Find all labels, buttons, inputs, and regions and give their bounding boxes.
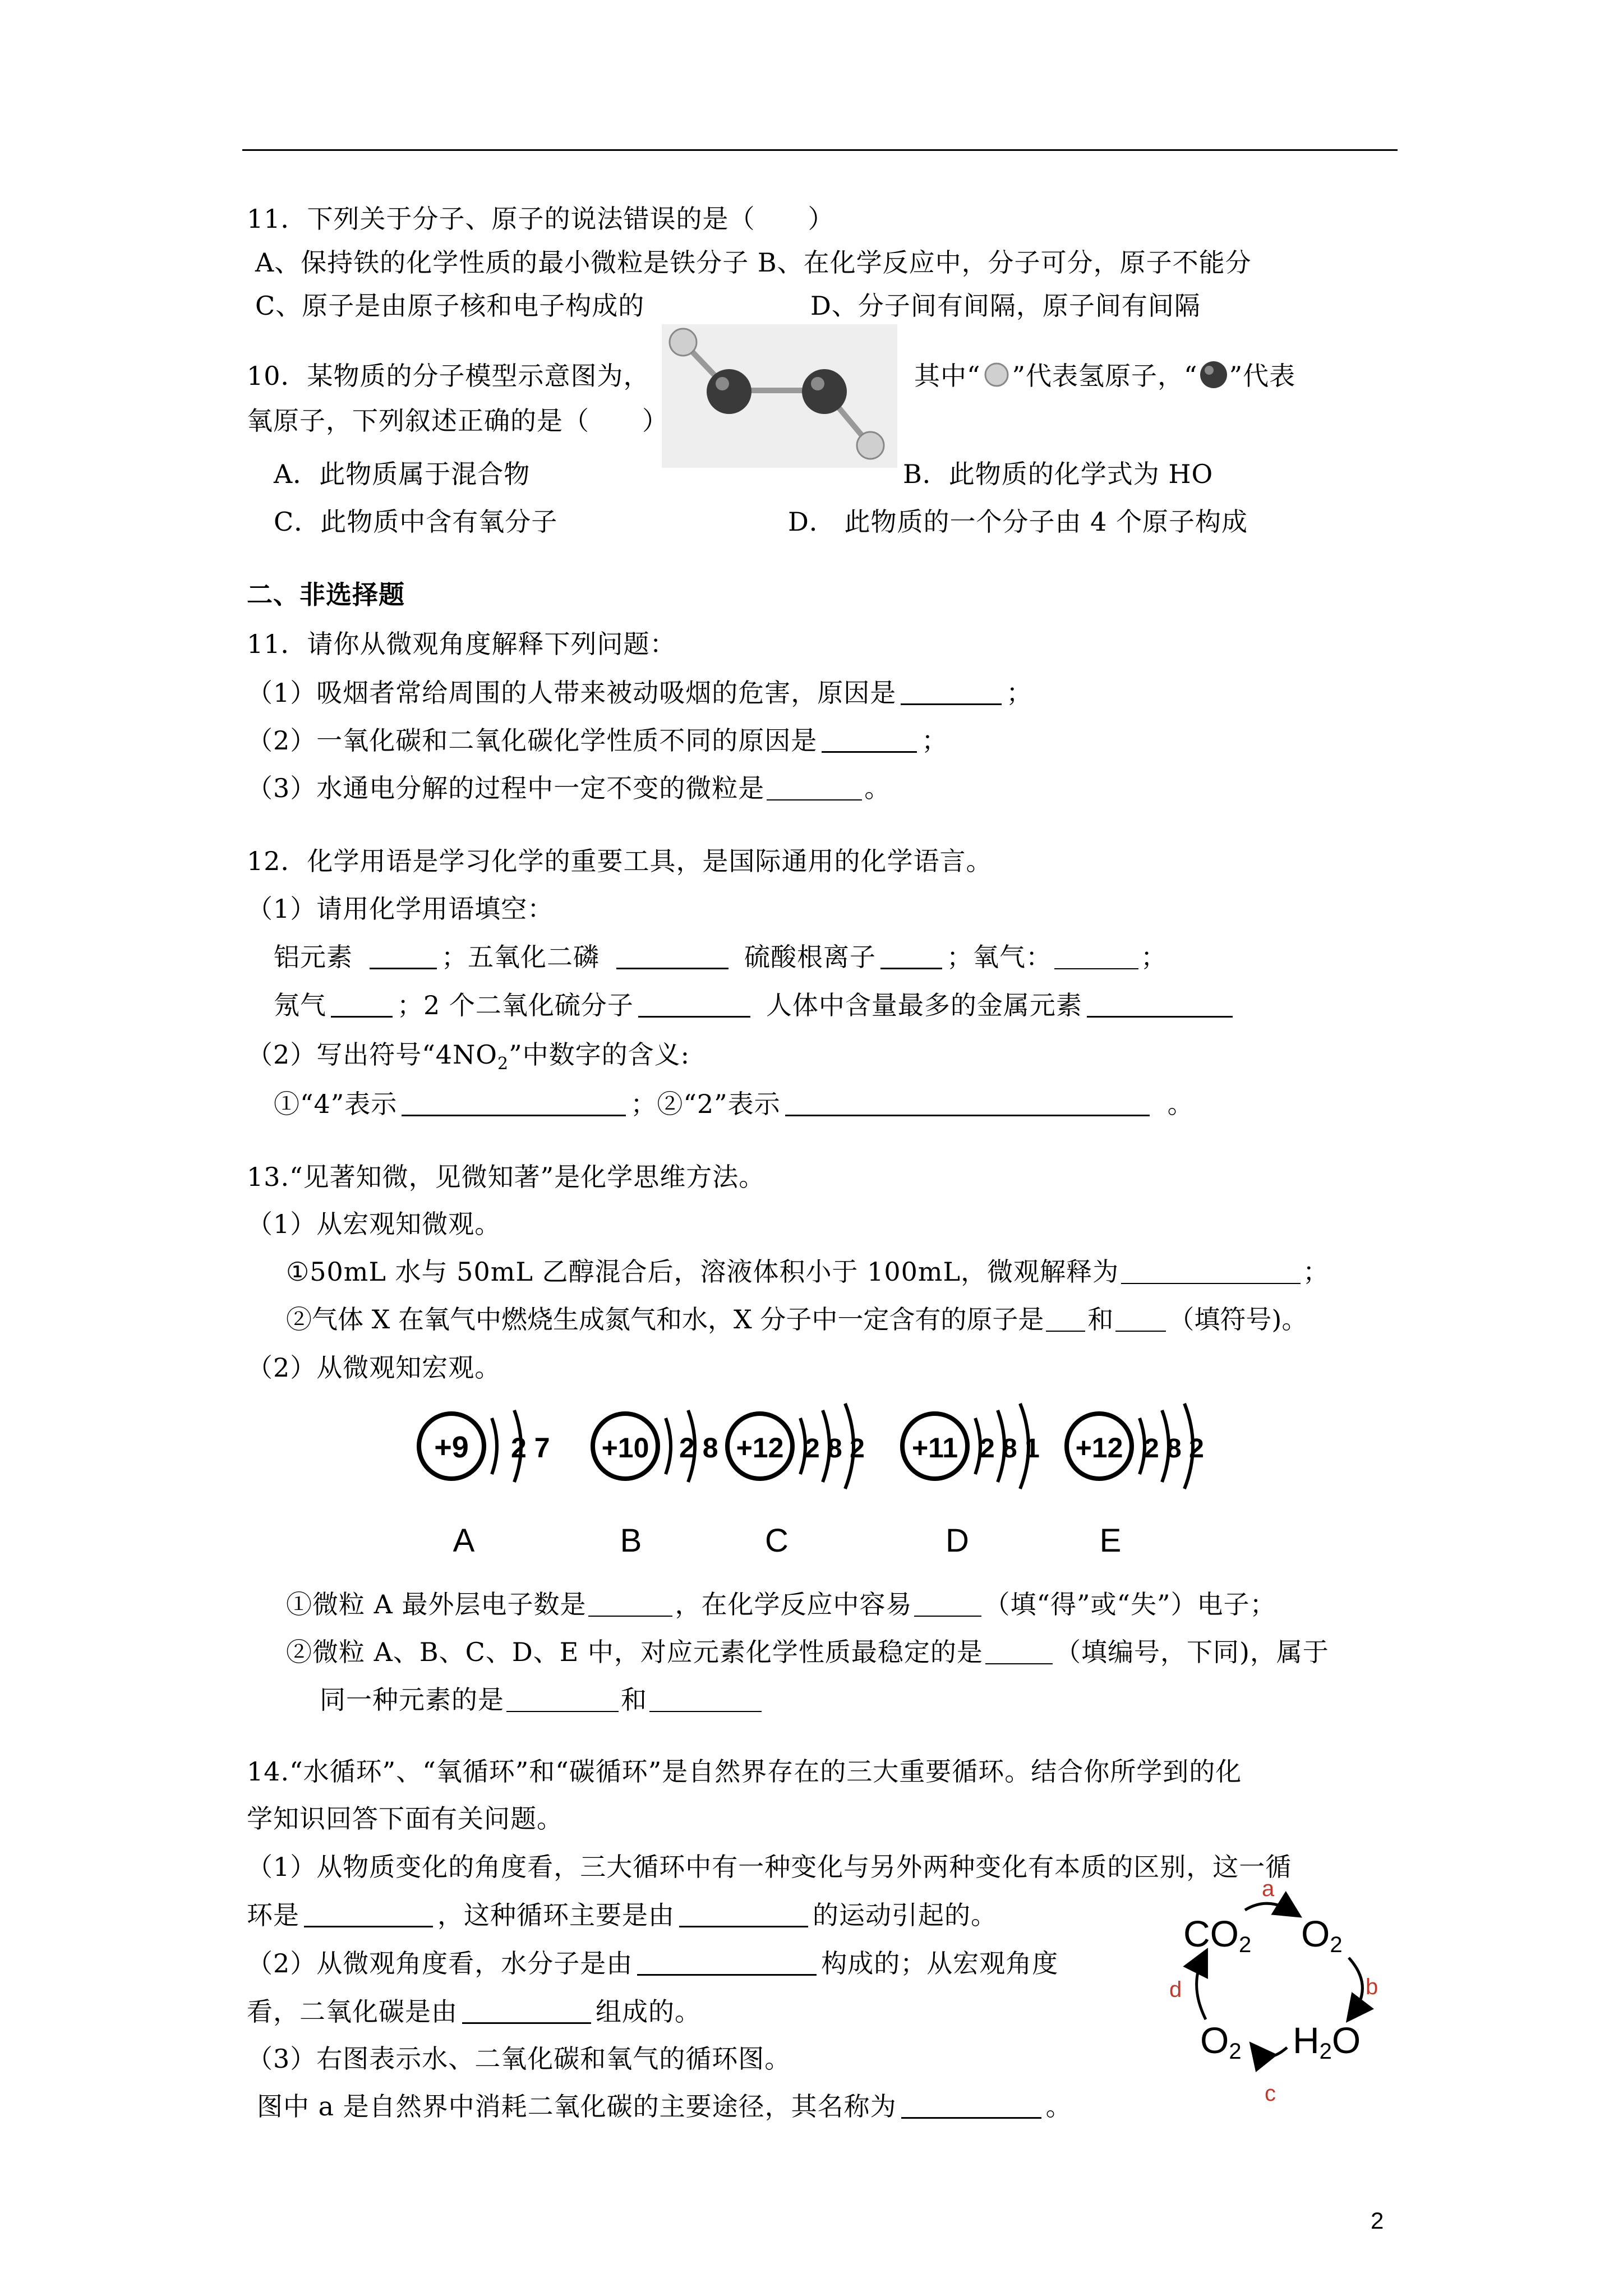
hydrogen-atom-icon: [670, 329, 697, 356]
atom-diagram-b: [593, 1410, 718, 1559]
atom-label: E: [1099, 1522, 1122, 1559]
co2-label: CO2: [1183, 1913, 1252, 1957]
answer-blank[interactable]: [1054, 944, 1138, 969]
answer-blank[interactable]: [785, 1090, 1150, 1116]
q13-task2: ②微粒 A、B、C、D、E 中，对应元素化学性质最稳定的是 （填编号，下同)，属于: [286, 1637, 1329, 1667]
answer-blank[interactable]: [901, 679, 1002, 705]
answer-blank[interactable]: [637, 1949, 817, 1976]
nucleus-charge: +9: [434, 1430, 469, 1464]
electron-shells: 2 8 2: [1144, 1434, 1204, 1464]
label-c: c: [1265, 2081, 1276, 2106]
answer-blank[interactable]: [679, 1901, 808, 1927]
answer-blank[interactable]: [304, 1901, 433, 1927]
q10-option-d: D． 此物质的一个分子由 4 个原子构成: [788, 507, 1248, 537]
answer-blank[interactable]: [370, 943, 437, 969]
answer-blank[interactable]: [1087, 991, 1233, 1018]
answer-blank[interactable]: [901, 2092, 1041, 2119]
atom-label: A: [453, 1522, 475, 1559]
q14-part1-line1: （1）从物质变化的角度看，三大循环中有一种变化与另外两种变化有本质的区别，这一循: [247, 1852, 1292, 1882]
answer-blank[interactable]: [822, 726, 917, 753]
q14-part3: （3）右图表示水、二氧化碳和氧气的循环图。: [247, 2044, 791, 2074]
hydrogen-atom-icon: [981, 359, 1012, 390]
h2o-label: H2O: [1293, 2019, 1361, 2064]
header-rule: [242, 149, 1398, 151]
q14-part2-line2: 看，二氧化碳是由 组成的。: [247, 1996, 701, 2027]
o2-bottom-label: O2: [1200, 2019, 1242, 2064]
answer-blank[interactable]: [638, 991, 750, 1018]
answer-blank[interactable]: [402, 1090, 626, 1116]
oxygen-atom-icon: [707, 369, 751, 414]
q13-part1: （1）从宏观知微观。: [247, 1209, 501, 1239]
q13-sub1: ①50mL 水与 50mL 乙醇混合后，溶液体积小于 100mL，微观解释为 ；: [286, 1257, 1330, 1287]
nucleus-charge: +12: [1075, 1432, 1123, 1464]
q12-row2: 氖气 ；2 个二氧化硫分子 人体中含量最多的金属元素: [274, 988, 1237, 1022]
answer-blank[interactable]: [1121, 1258, 1301, 1284]
label-a: a: [1262, 1879, 1275, 1901]
answer-blank[interactable]: [588, 1591, 672, 1617]
atom-label: C: [765, 1522, 789, 1559]
q12-part1: （1）请用化学用语填空：: [247, 894, 554, 924]
q13-sub2: ②气体 X 在氧气中燃烧生成氮气和水，X 分子中一定含有的原子是 和 （填符号)。: [286, 1304, 1308, 1335]
answer-blank[interactable]: [331, 991, 393, 1018]
electron-shells: 2 8 1: [980, 1434, 1040, 1464]
nucleus-charge: +11: [911, 1432, 958, 1464]
answer-blank[interactable]: [1046, 1306, 1085, 1332]
atom-label: B: [620, 1522, 642, 1559]
molecule-model-figure: [662, 324, 897, 468]
answer-blank[interactable]: [506, 1686, 619, 1712]
answer-blank[interactable]: [914, 1591, 981, 1617]
q12-row1: 铝元素 ；五氧化二磷 硫酸根离子 ；氧气： ；: [274, 942, 1167, 972]
answer-blank[interactable]: [462, 1998, 591, 2024]
q10-option-a: A．此物质属于混合物: [274, 459, 531, 489]
answer-blank[interactable]: [880, 943, 942, 969]
answer-blank[interactable]: [1115, 1306, 1166, 1332]
electron-shells: 2 8: [679, 1432, 718, 1464]
q10-option-b: B．此物质的化学式为 HO: [903, 459, 1214, 489]
q11b-part1: （1）吸烟者常给周围的人带来被动吸烟的危害，原因是 ；: [247, 678, 1033, 708]
arrow-a: [1245, 1903, 1293, 1912]
q11-stem: 11．下列关于分子、原子的说法错误的是（ ）: [247, 204, 834, 234]
label-b: b: [1366, 1975, 1378, 1999]
answer-blank[interactable]: [649, 1686, 762, 1712]
arrow-b: [1349, 1958, 1362, 2014]
atom-label: D: [946, 1522, 969, 1559]
q10-option-c: C．此物质中含有氧分子: [274, 507, 558, 537]
q12-stem: 12．化学用语是学习化学的重要工具，是国际通用的化学语言。: [247, 846, 993, 876]
answer-blank[interactable]: [985, 1639, 1053, 1664]
q13-task3: 同一种元素的是 和: [320, 1683, 764, 1717]
arrow-c: [1256, 2047, 1287, 2056]
q14-stem-line2: 学知识回答下面有关问题。: [247, 1803, 563, 1834]
section-title: 二、非选择题: [247, 579, 405, 610]
atom-diagram-e: [1067, 1404, 1204, 1559]
atom-structure-figure: [412, 1397, 1231, 1565]
q14-part1-line2: 环是 ，这种循环主要是由 的运动引起的。: [247, 1900, 997, 1930]
electron-shells: 2 8 2: [805, 1434, 865, 1464]
q10-legend: 其中“ ”代表氢原子，“ ”代表: [914, 359, 1295, 393]
label-d: d: [1169, 1977, 1182, 2002]
q10-stem-line2: 氧原子，下列叙述正确的是（ ）: [247, 406, 668, 436]
q13-task1: ①微粒 A 最外层电子数是 ，在化学反应中容易 （填“得”或“失”）电子；: [286, 1589, 1276, 1619]
atom-diagram-d: [902, 1404, 1040, 1559]
arrow-d: [1197, 1958, 1206, 2019]
q11b-stem: 11．请你从微观角度解释下列问题：: [247, 629, 676, 659]
hydrogen-atom-icon: [857, 432, 884, 459]
nucleus-charge: +10: [601, 1432, 649, 1464]
oxygen-atom-icon: [802, 369, 847, 414]
q13-stem: 13.“见著知微，见微知著”是化学思维方法。: [247, 1162, 766, 1192]
atom-diagram-c: [727, 1404, 865, 1559]
q11b-part3: （3）水通电分解的过程中一定不变的微粒是 。: [247, 773, 891, 803]
q10-stem: 10．某物质的分子模型示意图为，: [247, 361, 650, 391]
atom-diagram-a: [419, 1410, 550, 1559]
nucleus-charge: +12: [736, 1432, 784, 1464]
answer-blank[interactable]: [767, 775, 862, 800]
q11-options-ab: A、保持铁的化学性质的最小微粒是铁分子 B、在化学反应中，分子可分，原子不能分: [255, 247, 1252, 278]
q11-option-d: D、分子间有间隔，原子间有间隔: [810, 291, 1201, 321]
q12-row3: ①“4”表示 ；②“2”表示 。: [274, 1089, 1194, 1119]
q14-part4: 图中 a 是自然界中消耗二氧化碳的主要途径，其名称为 。: [257, 2091, 1072, 2122]
cycle-diagram: [1166, 1879, 1391, 2126]
electron-shells: 2 7: [511, 1432, 550, 1464]
q12-part2: （2）写出符号“$4NO_2$”中数字的含义:: [247, 1039, 690, 1074]
q11b-part2: （2）一氧化碳和二氧化碳化学性质不同的原因是 ；: [247, 725, 948, 756]
oxygen-atom-icon: [1198, 359, 1229, 390]
q14-part2-line1: （2）从微观角度看，水分子是由 构成的；从宏观角度: [247, 1948, 1059, 1978]
q14-stem-line1: 14.“水循环”、“氧循环”和“碳循环”是自然界存在的三大重要循环。结合你所学到的化: [247, 1756, 1242, 1787]
q13-part2: （2）从微观知宏观。: [247, 1352, 501, 1383]
q11-option-c: C、原子是由原子核和电子构成的: [255, 291, 645, 321]
answer-blank[interactable]: [616, 943, 728, 969]
page-number: 2: [1371, 2207, 1384, 2234]
o2-top-label: O2: [1301, 1913, 1343, 1957]
